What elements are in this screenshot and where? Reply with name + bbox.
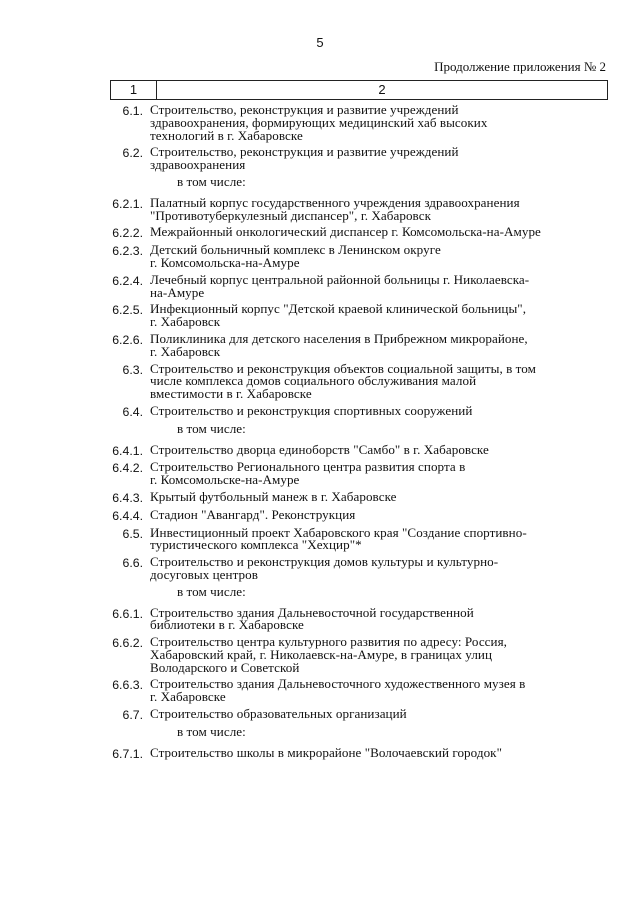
row-text: Инвестиционный проект Хабаровского края "Создание спортивно- туристического комплекса "Хехцир"*: [150, 524, 527, 553]
row-number: 6.2.2.: [112, 226, 143, 241]
row-text: в том числе:: [177, 723, 246, 739]
row-text: Строительство здания Дальневосточного художественного музея в г. Хабаровске: [150, 676, 526, 705]
row-number: [0, 586, 150, 587]
row-number: 6.3.: [122, 362, 143, 377]
row-text: в том числе:: [177, 173, 246, 189]
table-row-subheading: [0, 583, 640, 599]
table-row-subheading: [0, 420, 640, 436]
row-number: 6.6.2.: [112, 636, 143, 651]
row-number: 6.4.4.: [112, 508, 143, 523]
row-text: Строительство и реконструкция домов культуры и культурно- досуговых центров: [150, 554, 499, 582]
table-row: [0, 271, 640, 300]
row-text: Крытый футбольный манеж в г. Хабаровске: [150, 488, 397, 504]
table-row: [0, 360, 640, 402]
table-row: [0, 244, 640, 270]
appendix-continuation-note: Продолжение приложения № 2: [434, 59, 606, 74]
table-row: [0, 506, 640, 523]
row-text: в том числе:: [177, 420, 246, 436]
column-2-header: 2: [378, 82, 386, 97]
table-row: [0, 402, 640, 419]
row-text: Стадион "Авангард". Реконструкция: [150, 506, 356, 522]
row-text: Лечебный корпус центральной районной больницы г. Николаевска- на-Амуре: [150, 271, 530, 300]
row-text: Межрайонный онкологический диспансер г. Комсомольска-на-Амуре: [150, 224, 541, 240]
row-number: 6.4.1.: [112, 443, 143, 458]
table-row: [0, 744, 640, 761]
table-row: [0, 441, 640, 458]
row-number: 6.4.3.: [112, 490, 143, 505]
table-row: [0, 461, 640, 487]
table-row: [0, 226, 640, 240]
table-row: [0, 708, 640, 722]
row-number: 6.6.: [122, 556, 143, 571]
row-text: в том числе:: [177, 583, 246, 599]
row-text: Строительство дворца единоборств "Самбо" в г. Хабаровске: [150, 441, 489, 457]
table-row: [0, 194, 640, 223]
row-number: 6.2.3.: [112, 244, 143, 259]
table-row: [0, 636, 640, 674]
row-number: 6.2.6.: [112, 332, 143, 347]
row-number: 6.2.5.: [112, 303, 143, 318]
table-row: [0, 146, 640, 172]
row-number: 6.6.3.: [112, 678, 143, 693]
row-text: Строительство и реконструкция спортивных сооружений: [150, 402, 473, 418]
row-number: 6.7.1.: [112, 746, 143, 761]
table-row-subheading: [0, 173, 640, 189]
table-row: [0, 678, 640, 704]
table-row: [0, 488, 640, 505]
table-row: [0, 303, 640, 329]
table-body: [0, 104, 640, 764]
row-text: Строительство здания Дальневосточной государственной библиотеки в г. Хабаровске: [150, 604, 474, 633]
row-number: 6.4.: [122, 404, 143, 419]
row-number: [0, 726, 150, 727]
row-text: Строительство, реконструкция и развитие учреждений здравоохранения: [150, 144, 459, 173]
row-text: Поликлиника для детского населения в Прибрежном микрорайоне, г. Хабаровск: [150, 330, 528, 359]
table-row: [0, 604, 640, 633]
row-text: Детский больничный комплекс в Ленинском округе г. Комсомольска-на-Амуре: [150, 242, 441, 270]
row-number: 6.5.: [122, 526, 143, 541]
row-number: 6.2.: [122, 146, 143, 161]
table-row-subheading: [0, 723, 640, 739]
row-text: Строительство Регионального центра развития спорта в г. Комсомольске-на-Амуре: [150, 459, 466, 488]
row-text: Строительство центра культурного развития по адресу: Россия, Хабаровский край, г. Николаевск-на-Амуре, в границах улиц Володарского и Советской: [150, 634, 507, 675]
page-number: 5: [316, 35, 324, 50]
row-text: Строительство, реконструкция и развитие учреждений здравоохранения, формирующих медицинский хаб высоких технологий в г. Хабаровске: [150, 102, 488, 143]
row-text: Строительство и реконструкция объектов социальной защиты, в том числе комплекса домов социального обслуживания малой вместимости в г. Хабаровске: [150, 360, 536, 402]
row-number: 6.6.1.: [112, 606, 143, 621]
row-number: 6.2.1.: [112, 196, 143, 211]
row-text: Инфекционный корпус "Детской краевой клинической больницы", г. Хабаровск: [150, 301, 527, 330]
row-number: 6.4.2.: [112, 461, 143, 476]
table-row: [0, 330, 640, 359]
table-row: [0, 104, 640, 142]
row-number: 6.2.4.: [112, 273, 143, 288]
table-row: [0, 524, 640, 553]
row-text: Палатный корпус государственного учреждения здравоохранения "Противотуберкулезный диспансер", г. Хабаровск: [150, 194, 520, 223]
column-1-header: 1: [111, 81, 157, 99]
row-number: [0, 176, 150, 177]
row-number: 6.7.: [122, 708, 143, 723]
row-text: Строительство образовательных организаций: [150, 706, 407, 722]
row-number: [0, 423, 150, 424]
row-number: 6.1.: [122, 104, 143, 118]
table-row: [0, 556, 640, 582]
row-text: Строительство школы в микрорайоне "Волочаевский городок": [150, 744, 502, 760]
table-header: [110, 80, 608, 100]
